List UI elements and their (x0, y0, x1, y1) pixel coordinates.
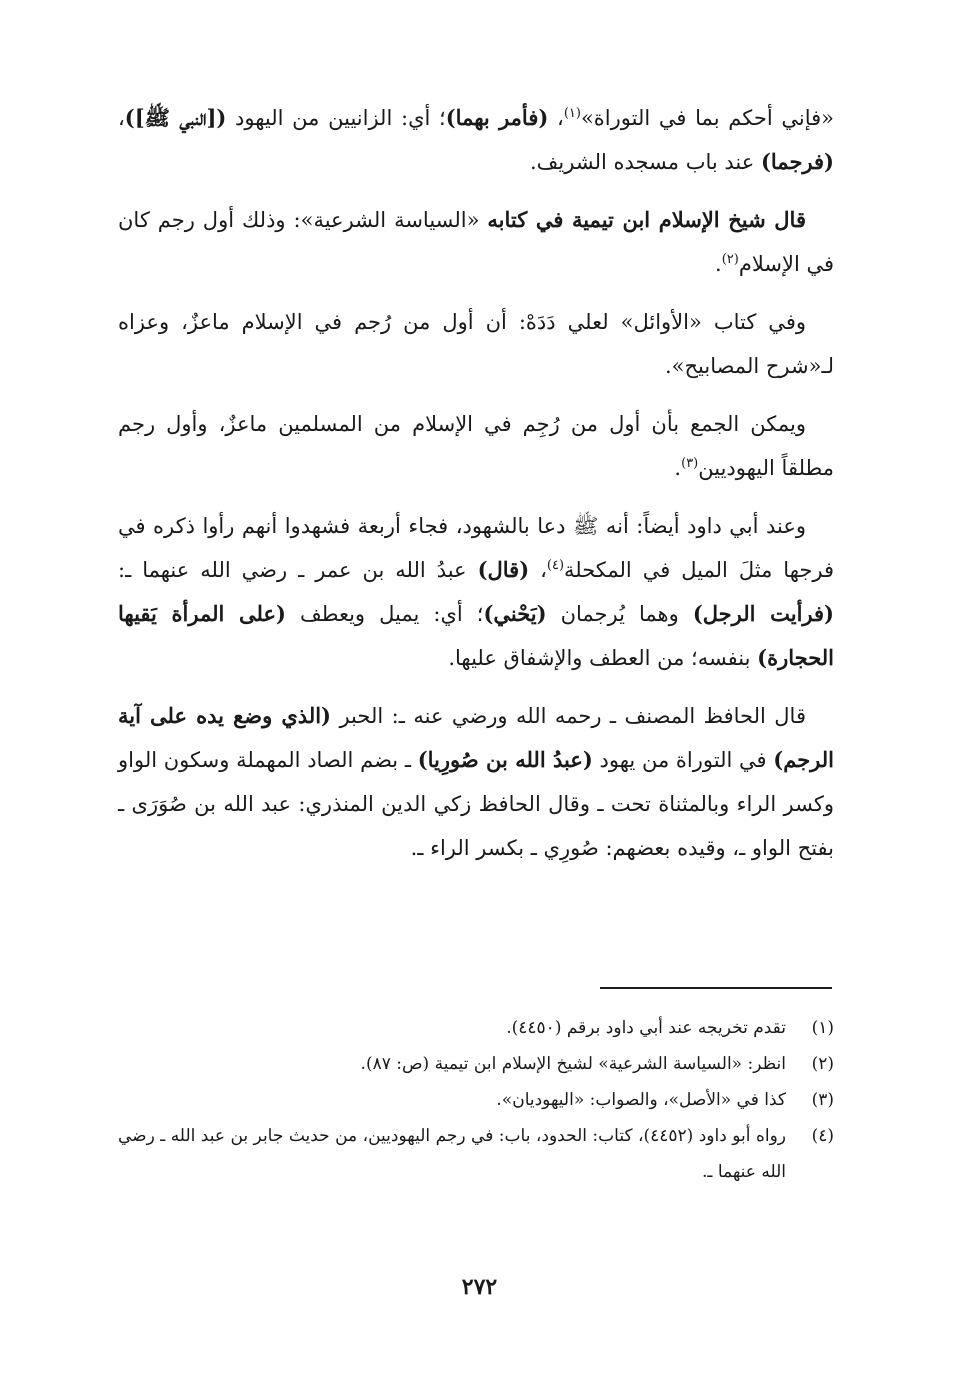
p5-bold-3: (يَحْني) (483, 601, 547, 626)
p2-text-1: «السياسة الشرعية»: وذلك أول رجم كان في الإسلام (118, 208, 834, 276)
p3-text-1: وفي كتاب «الأوائل» لعلي دَدَهْ: أن أول من رُجم في الإسلام ماعزٌ، وعزاه لـ«شرح المصابيح». (118, 310, 834, 378)
p4-text-1: ويمكن الجمع بأن أول من رُجِم في الإسلام من المسلمين ماعزٌ، وأول رجم مطلقاً اليهوديين (118, 412, 834, 480)
p1-text-2: ، (548, 106, 564, 130)
footnote-number: (٣) (811, 1090, 834, 1110)
footnote-ref-4[interactable]: (٤) (546, 558, 565, 573)
footnote-number: (٢) (811, 1054, 834, 1074)
footnote-item (118, 1118, 834, 1190)
p5-text-3: عبدُ الله بن عمر ـ رضي الله عنهما ـ: (118, 558, 478, 582)
footnote-divider (600, 987, 832, 989)
paragraph-1 (118, 96, 834, 184)
footnotes (118, 1010, 834, 1190)
footnote-item (118, 1010, 834, 1046)
p6-text-2: في التوراة من يهود (592, 748, 774, 772)
p5-bold-2: (فرأيت الرجل) (692, 601, 834, 626)
footnote-number: (١) (811, 1018, 834, 1038)
p1-bold-2: ([النبي ﷺ]) (124, 105, 227, 130)
p5-text-2: ، (529, 558, 547, 582)
paragraph-3 (118, 300, 834, 388)
page-number: ٢٧٢ (461, 1274, 498, 1300)
p2-text-2: . (715, 252, 722, 276)
footnote-item (118, 1082, 834, 1118)
p1-text-5: عند باب مسجده الشريف. (529, 150, 761, 174)
p6-text-3: ـ بضم الصاد المهملة وسكون الواو وكسر الراء وبالمثناة تحت ـ وقال الحافظ زكي الدين المنذري: عبد الله بن صُوَرَى ـ بفتح الواو ـ، وقيده بعضهم: صُورِي ـ بكسر الراء ـ. (118, 748, 834, 860)
p1-text-4: ، (118, 106, 125, 130)
p5-text-1: وعند أبي داود أيضاً: أنه ﷺ دعا بالشهود، فجاء أربعة فشهدوا أنهم رأوا ذكره في فرجها مثلَ الميل في المكحلة (118, 514, 834, 582)
p6-bold-1: (الذي وضع يده على آية الرجم) (118, 703, 834, 772)
p1-bold-3: (فرجما) (760, 149, 834, 174)
footnote-text: رواه أبو داود (٤٤٥٢)، كتاب: الحدود، باب: في رجم اليهوديين، من حديث جابر بن عبد الله ـ رضي الله عنهما ـ. (118, 1126, 786, 1182)
p1-text-3: ؛ أي: الزانيين من اليهود (226, 106, 446, 130)
footnote-text: كذا في «الأصل»، والصواب: «اليهوديان». (496, 1090, 786, 1110)
main-text (118, 96, 834, 884)
p1-text-1: «فإني أحكم بما في التوراة» (580, 106, 834, 130)
p1-bold-1: (فأمر بهما) (445, 105, 549, 130)
paragraph-2 (118, 198, 834, 286)
paragraph-4 (118, 402, 834, 490)
footnote-ref-1[interactable]: (١) (563, 106, 581, 121)
paragraph-6 (118, 694, 834, 870)
p6-text-1: قال الحافظ المصنف ـ رحمه الله ورضي عنه ـ: الحبر (331, 704, 806, 728)
p4-text-2: . (674, 456, 682, 480)
p5-text-5: ؛ أي: يميل ويعطف (285, 602, 484, 626)
footnote-item (118, 1046, 834, 1082)
p5-bold-4: (على المرأة يَقيها الحجارة) (118, 601, 834, 670)
footnote-text: تقدم تخريجه عند أبي داود برقم (٤٤٥٠). (506, 1018, 786, 1038)
p5-text-4: وهما يُرجمان (546, 602, 693, 626)
footnote-ref-2[interactable]: (٢) (721, 252, 739, 267)
p5-text-6: بنفسه؛ من العطف والإشفاق عليها. (448, 646, 758, 670)
p5-bold-1: (قال) (477, 557, 530, 582)
footnote-number: (٤) (811, 1126, 834, 1146)
footnote-ref-3[interactable]: (٣) (681, 456, 699, 471)
paragraph-5 (118, 504, 834, 680)
footnote-text: انظر: «السياسة الشرعية» لشيخ الإسلام ابن تيمية (ص: ٨٧). (360, 1054, 786, 1074)
p2-bold-1: قال شيخ الإسلام ابن تيمية في كتابه (487, 207, 806, 232)
p6-bold-2: (عبدُ الله بن صُورِيا) (417, 747, 593, 772)
